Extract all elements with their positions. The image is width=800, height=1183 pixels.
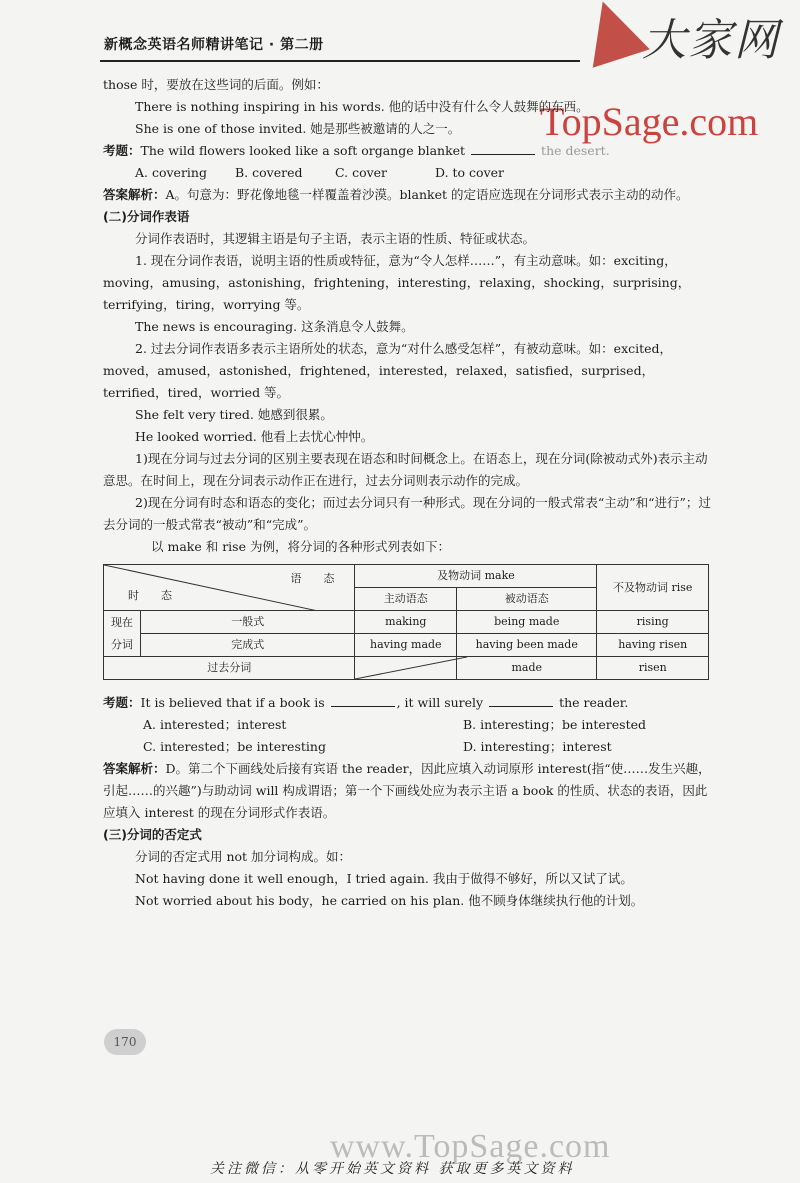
example-sentence: The news is encouraging. 这条消息令人鼓舞。 [135, 319, 414, 334]
footer-url: www.TopSage.com [330, 1128, 611, 1165]
cell: risen [597, 657, 709, 680]
header-passive: 被动语态 [457, 588, 597, 611]
option: C. interested；be interesting [143, 739, 326, 754]
cell: rising [597, 611, 709, 634]
answer-blank [489, 694, 553, 707]
cell: having been made [457, 634, 597, 657]
question-label: 考题： [103, 143, 141, 158]
paragraph: 分词作表语时，其逻辑主语是句子主语，表示主语的性质、特征或状态。 [135, 231, 536, 246]
question-text: It is believed that if a book is [140, 695, 325, 710]
paragraph: 1)现在分词与过去分词的区别主要表现在语态和时间概念上。在语态上，现在分词(除被动式外)表示主动意思。在时间上，现在分词表示动作正在进行，过去分词则表示动作的完成。 [103, 451, 708, 488]
row-past-participle: 过去分词 [104, 657, 355, 680]
option: D. to cover [435, 165, 505, 180]
option: B. interesting；be interested [463, 717, 647, 732]
flag-icon [574, 0, 650, 68]
paragraph: 1. 现在分词作表语，说明主语的性质或特征，意为“令人怎样……”，有主动意味。如：exciting，moving，amusing，astonishing，frightening，interesting，relaxing，shocking，surprising，terrifying，tiring，worrying 等。 [103, 253, 691, 312]
example-sentence: Not having done it well enough，I tried again. 我由于做得不够好，所以又试了试。 [135, 871, 633, 886]
answer-label: 答案解析： [103, 761, 166, 776]
example-sentence: Not worried about his body，he carried on his plan. 他不顾身体继续执行他的计划。 [135, 893, 644, 908]
logo-cn: 大家网 [642, 15, 780, 66]
row-present-participle: 现在分词 [104, 611, 141, 657]
answer-text: D。第二个下画线处后接有宾语 the reader，因此应填入动词原形 interest(指“使……发生兴趣，引起……的兴趣”)与助动词 will 构成谓语；第一个下画线处应为表示主语 a book 的性质、状态的表语，因此应填入 interest 的现在分词形式作表语。 [103, 761, 711, 820]
exam-question-1 [103, 140, 711, 162]
answer-text: A。句意为：野花像地毯一样覆盖着沙漠。blanket 的定语应选现在分词形式表示主动的动作。 [165, 187, 689, 202]
question-text: The wild flowers looked like a soft organge blanket [140, 143, 466, 158]
question-options [103, 162, 711, 184]
paragraph: 2)现在分词有时态和语态的变化；而过去分词只有一种形式。现在分词的一般式常表“主动”和“进行”；过去分词的一般式常表“被动”和“完成”。 [103, 495, 711, 532]
cell: being made [457, 611, 597, 634]
row-perfect: 完成式 [141, 634, 355, 657]
option: A. covering [135, 165, 207, 180]
page-number: 170 [104, 1029, 146, 1055]
watermark-logo [642, 4, 780, 68]
logo-brand: TopSage.com [540, 99, 759, 144]
running-header [100, 26, 580, 62]
option: C. cover [335, 165, 388, 180]
header-tense: 时 态 [128, 589, 172, 602]
footer-note: 关注微信：从零开始英文资料 获取更多英文资料 [210, 1161, 575, 1177]
example-sentence: She is one of those invited. 她是那些被邀请的人之一。 [135, 121, 461, 136]
question-tail: the desert. [541, 143, 610, 158]
answer-explanation-1 [103, 184, 711, 206]
question-tail: the reader. [559, 695, 629, 710]
paragraph: 2. 过去分词作表语多表示主语所处的状态，意为“对什么感受怎样”，有被动意味。如：excited，moved，amused，astonished，frightened，interested，relaxed，satisfied，surprised，terrified，tired，worried 等。 [103, 341, 673, 400]
question-label: 考题： [103, 695, 141, 710]
body-text [103, 74, 711, 912]
cell: having made [355, 634, 457, 657]
empty-diagonal-cell [355, 657, 457, 680]
section-heading: (二)分词作表语 [103, 209, 190, 224]
diagonal-line [355, 657, 467, 679]
header-transitive: 及物动词 make [355, 565, 597, 588]
answer-explanation-2 [103, 758, 711, 824]
header-voice: 语 态 [290, 572, 335, 585]
cell: having risen [597, 634, 709, 657]
paragraph: 以 make 和 rise 为例，将分词的各种形式列表如下： [151, 539, 450, 554]
paragraph: 分词的否定式用 not 加分词构成。如： [135, 849, 352, 864]
option: B. covered [235, 165, 303, 180]
cell: making [355, 611, 457, 634]
cell: made [457, 657, 597, 680]
section-heading: (三)分词的否定式 [103, 827, 202, 842]
question-mid: , it will surely [396, 695, 484, 710]
answer-label: 答案解析： [103, 187, 166, 202]
participle-table [103, 564, 709, 680]
header-intransitive: 不及物动词 rise [597, 565, 709, 611]
text-line: those 时，要放在这些词的后面。例如： [103, 77, 329, 92]
table-corner-cell [104, 565, 355, 611]
example-sentence: She felt very tired. 她感到很累。 [135, 407, 333, 422]
exam-question-2 [103, 692, 711, 714]
answer-blank [331, 694, 395, 707]
example-sentence: There is nothing inspiring in his words. 他的话中没有什么令人鼓舞的东西。 [135, 99, 589, 114]
example-sentence: He looked worried. 他看上去忧心忡忡。 [135, 429, 374, 444]
option: D. interesting；interest [463, 739, 612, 754]
question-options [103, 714, 711, 758]
row-simple: 一般式 [141, 611, 355, 634]
header-title: 新概念英语名师精讲笔记 · 第二册 [104, 37, 324, 53]
header-active: 主动语态 [355, 588, 457, 611]
option: A. interested；interest [143, 717, 287, 732]
answer-blank [471, 142, 535, 155]
